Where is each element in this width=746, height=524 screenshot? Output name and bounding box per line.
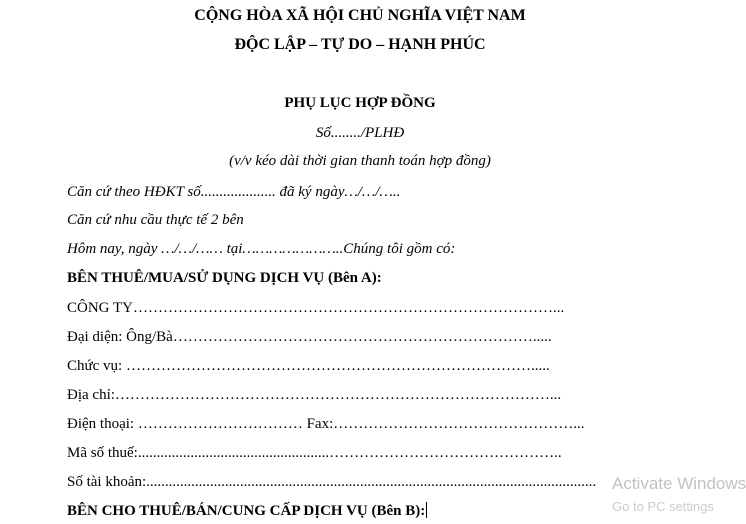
basis-contract-line: Căn cứ theo HĐKT số.................... đã ký ngày…/…/….. [67,184,401,200]
party-a-account-field: Số tài khoản:........................................................................................................................ [67,474,597,490]
party-b-heading-row[interactable] [67,502,427,520]
document-number: Số......../PLHĐ [315,125,405,141]
basis-date-place-line: Hôm nay, ngày …/…/…… tại…………………..Chúng tôi gồm có: [67,241,456,257]
activation-watermark-title: Activate Windows [612,474,746,493]
activation-watermark-subtitle[interactable]: Go to PC settings [612,499,714,514]
document-subject: (v/v kéo dài thời gian thanh toán hợp đồng) [229,153,491,169]
party-a-company-field: CÔNG TY…………………………………………………………………………... [67,300,565,316]
country-heading: CỘNG HÒA XÃ HỘI CHỦ NGHĨA VIỆT NAM [194,7,526,24]
party-a-phone-fax-field: Điện thoại: …………………………… Fax:…………………………………………... [67,416,585,432]
document-title: PHỤ LỤC HỢP ĐỒNG [284,95,436,111]
motto-heading: ĐỘC LẬP – TỰ DO – HẠNH PHÚC [234,36,486,53]
text-cursor [426,502,427,518]
party-a-address-field: Địa chỉ:……………………………………………………………………………... [67,387,562,403]
basis-needs-line: Căn cứ nhu cầu thực tế 2 bên [67,212,244,228]
party-b-heading: BÊN CHO THUÊ/BÁN/CUNG CẤP DỊCH VỤ (Bên B): [67,503,426,519]
party-a-heading: BÊN THUÊ/MUA/SỬ DỤNG DỊCH VỤ (Bên A): [67,270,382,286]
party-a-representative-field: Đại diện: Ông/Bà………………………………………………………………..... [67,329,552,345]
party-a-position-field: Chức vụ: ………………………………………………………………………..... [67,358,550,374]
party-a-tax-code-field: Mã số thuế:...................................................……………………………………….. [67,445,562,461]
